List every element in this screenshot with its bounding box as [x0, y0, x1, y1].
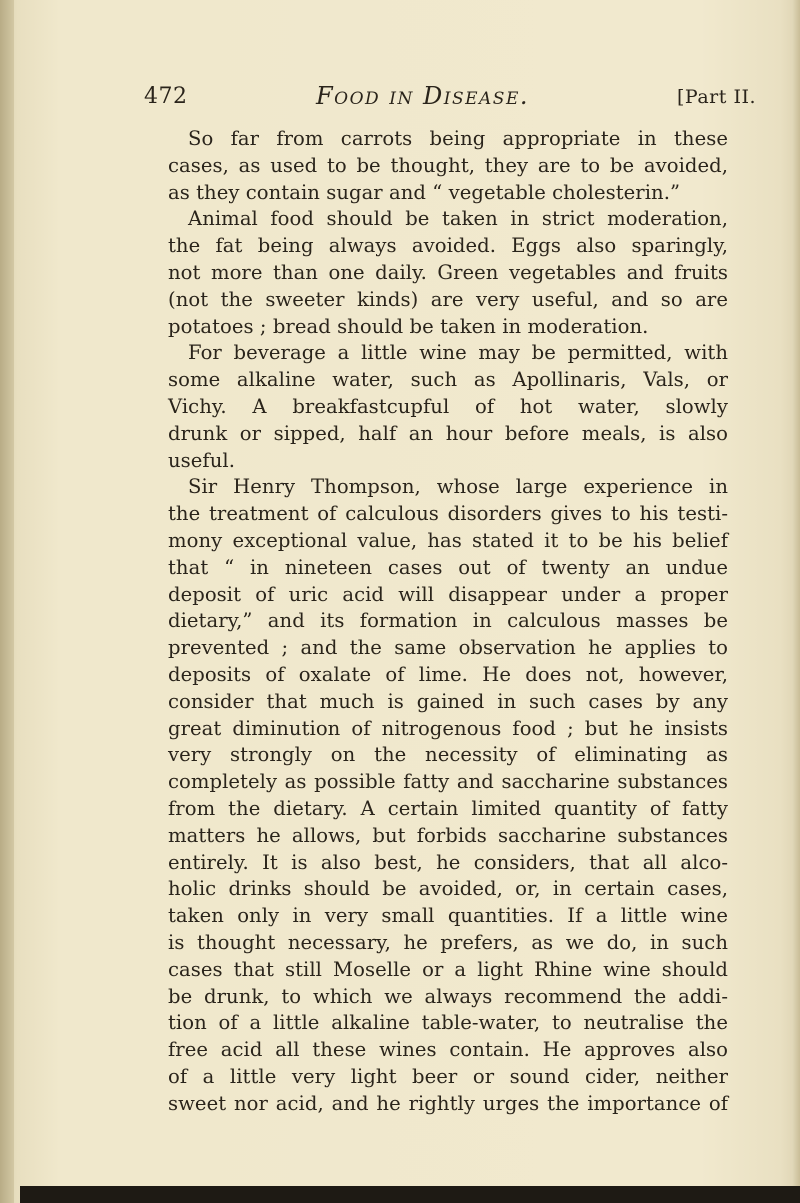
text-line: matters he allows, but forbids saccharine substances	[168, 823, 728, 847]
text-line: tion of a little alkaline table-water, to neutralise the	[168, 1011, 728, 1035]
text-line: sweet nor acid, and he rightly urges the importance of	[168, 1091, 728, 1115]
text-line: that “ in nineteen cases out of twenty an undue	[168, 555, 728, 579]
text-line: useful.	[168, 448, 235, 472]
page-right-edge	[792, 0, 800, 1203]
text-line: potatoes ; bread should be taken in moderation.	[168, 314, 649, 338]
text-line: cases, as used to be thought, they are to be avoided,	[168, 153, 728, 177]
text-line: completely as possible fatty and saccharine substances	[168, 770, 728, 794]
text-line: (not the sweeter kinds) are very useful, and so are	[168, 287, 728, 311]
text-line: great diminution of nitrogenous food ; but he insists	[168, 716, 728, 740]
text-line: So far from carrots being appropriate in these	[188, 127, 728, 150]
body-text	[168, 126, 728, 1117]
text-line: free acid all these wines contain. He approves also	[168, 1038, 728, 1062]
page-bottom-shadow	[20, 1186, 800, 1203]
text-line: drunk or sipped, half an hour before meals, is also	[168, 421, 728, 445]
text-line: some alkaline water, such as Apollinaris, Vals, or	[168, 368, 728, 392]
text-line: Vichy. A breakfastcupful of hot water, slowly	[168, 394, 728, 418]
text-line: as they contain sugar and “ vegetable cholesterin.”	[168, 180, 681, 204]
text-line: taken only in very small quantities. If a little wine	[168, 904, 728, 928]
text-line: very strongly on the necessity of eliminating as	[168, 743, 728, 767]
text-line: deposits of oxalate of lime. He does not, however,	[168, 662, 728, 686]
text-line: cases that still Moselle or a light Rhine wine should	[168, 957, 728, 981]
page-number: 472	[144, 84, 188, 109]
text-line: holic drinks should be avoided, or, in certain cases,	[168, 877, 728, 901]
text-line: Animal food should be taken in strict moderation,	[188, 207, 728, 231]
text-line: is thought necessary, he prefers, as we do, in such	[168, 930, 728, 954]
text-line: Sir Henry Thompson, whose large experience in	[188, 475, 728, 499]
text-line: the treatment of calculous disorders gives to his testi-	[168, 502, 728, 526]
text-line: deposit of uric acid will disappear under a proper	[168, 582, 728, 606]
text-line: from the dietary. A certain limited quantity of fatty	[168, 796, 728, 820]
text-line: the fat being always avoided. Eggs also sparingly,	[168, 234, 728, 258]
text-line: mony exceptional value, has stated it to be his belief	[168, 528, 728, 552]
running-title: Food in Disease.	[316, 82, 529, 110]
part-label: [Part II.	[677, 86, 756, 108]
text-line: of a little very light beer or sound cider, neither	[168, 1064, 728, 1088]
text-line: prevented ; and the same observation he applies to	[168, 636, 728, 660]
page-binding-edge	[0, 0, 14, 1203]
text-line: entirely. It is also best, he considers, that all alco-	[168, 850, 728, 874]
text-line: be drunk, to which we always recommend the addi-	[168, 984, 728, 1008]
running-header	[144, 84, 756, 120]
text-line: consider that much is gained in such cases by any	[168, 689, 728, 713]
text-line: not more than one daily. Green vegetables and fruits	[168, 260, 728, 284]
text-line: dietary,” and its formation in calculous masses be	[168, 609, 728, 633]
text-line: For beverage a little wine may be permitted, with	[188, 341, 728, 365]
